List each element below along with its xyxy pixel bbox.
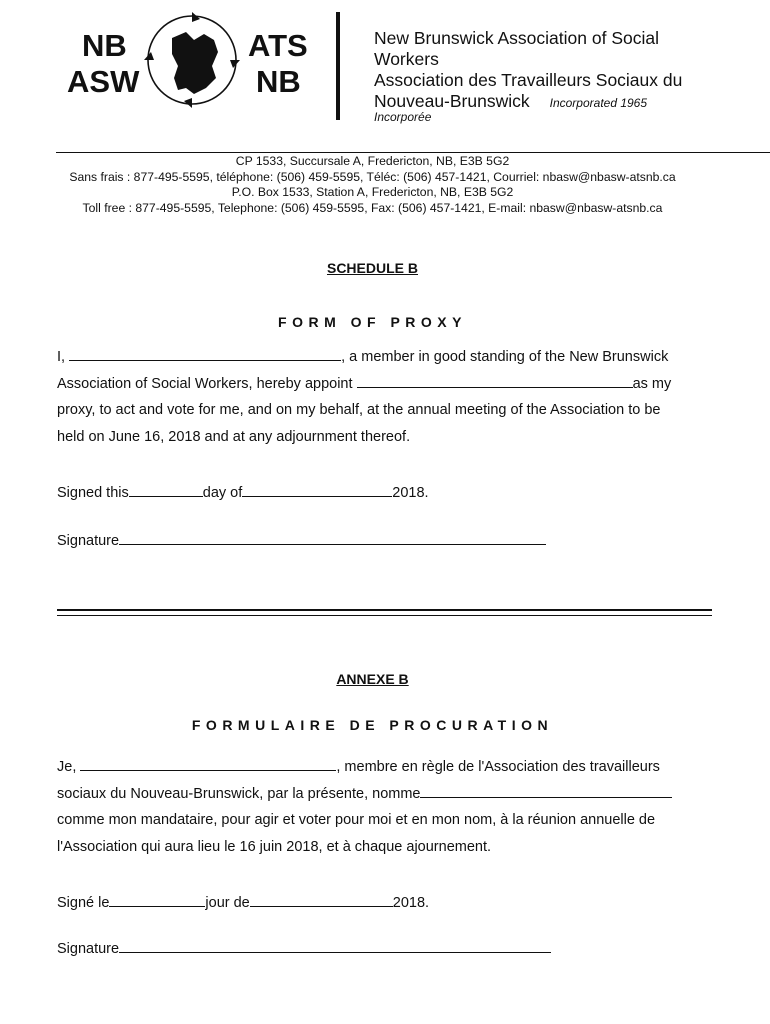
logo-text-nb-right: NB: [256, 64, 301, 99]
signature-field[interactable]: [119, 532, 546, 545]
french-signature-line: Signature: [57, 936, 717, 963]
signed-day-field[interactable]: [129, 484, 203, 497]
signe-jour-field[interactable]: [109, 894, 205, 907]
incorporated-label: Incorporated 1965: [549, 96, 648, 110]
organization-name: [374, 28, 682, 114]
address-line-3: P.O. Box 1533, Station A, Fredericton, NB, E3B 5G2: [231, 185, 514, 199]
member-name-field[interactable]: [69, 348, 341, 361]
membre-name-field[interactable]: [80, 758, 336, 771]
org-line-4: Nouveau-Brunswick: [374, 91, 530, 111]
appointee-name-field[interactable]: [357, 375, 633, 388]
proxy-line-4: held on June 16, 2018 and at any adjournment thereof.: [57, 429, 411, 446]
proxy-line-2: Association of Social Workers, hereby appoint as my: [57, 375, 672, 392]
address-line-4: Toll free : 877-495-5595, Telephone: (506) 459-5595, Fax: (506) 457-1421, E-mail: nbasw@nbasw-atsnb.ca: [82, 200, 663, 215]
french-proxy-paragraph: [57, 754, 717, 861]
formulaire-title: FORMULAIRE DE PROCURATION: [191, 717, 554, 733]
logo-text-nb: NB: [82, 28, 127, 63]
procuration-line-4: l'Association qui aura lieu le 16 juin 2018, et à chaque ajournement.: [57, 839, 492, 856]
english-signature-line: Signature: [57, 528, 717, 555]
form-of-proxy-title: FORM OF PROXY: [278, 314, 467, 330]
address-block: [0, 154, 745, 216]
annexe-heading: ANNEXE B: [336, 671, 409, 687]
org-line-2: Workers: [374, 49, 439, 69]
header-rule: [56, 152, 770, 153]
org-line-1: New Brunswick Association of Social: [374, 28, 659, 48]
procuration-line-2: sociaux du Nouveau-Brunswick, par la présente, nomme: [57, 781, 717, 808]
english-proxy-paragraph: [57, 344, 717, 451]
header-divider: [336, 12, 340, 120]
new-brunswick-map-emblem-icon: [142, 10, 242, 110]
proxy-line-1: I, , a member in good standing of the New Brunswick: [57, 349, 669, 365]
address-line-2: Sans frais : 877-495-5595, téléphone: (506) 459-5595, Téléc: (506) 457-1421, Courriel: nbasw@nbasw-atsnb.ca: [69, 169, 676, 184]
mandataire-name-field[interactable]: [420, 785, 672, 798]
org-line-3: Association des Travailleurs Sociaux du: [374, 70, 683, 90]
signe-mois-field[interactable]: [250, 894, 393, 907]
section-divider-top: [57, 609, 712, 611]
procuration-line-1: Je, , membre en règle de l'Association des travailleurs: [57, 759, 660, 775]
french-signed-line: Signé le jour de 2018.: [57, 895, 430, 911]
schedule-heading: SCHEDULE B: [326, 260, 418, 276]
logo-text-ats: ATS: [248, 28, 308, 63]
signature-fr-field[interactable]: [119, 940, 551, 953]
proxy-line-3: proxy, to act and vote for me, and on my behalf, at the annual meeting of the Association to be: [57, 402, 661, 419]
english-signed-line: Signed this day of 2018.: [57, 485, 429, 501]
procuration-line-3: comme mon mandataire, pour agir et voter pour moi et en mon nom, à la réunion annuelle de: [57, 812, 656, 829]
section-divider-bottom: [57, 615, 712, 616]
incorporee-label: Incorporée: [374, 110, 432, 124]
address-line-1: CP 1533, Succursale A, Fredericton, NB, E3B 5G2: [235, 154, 510, 168]
logo-text-asw: ASW: [67, 64, 140, 99]
signed-month-field[interactable]: [242, 484, 392, 497]
